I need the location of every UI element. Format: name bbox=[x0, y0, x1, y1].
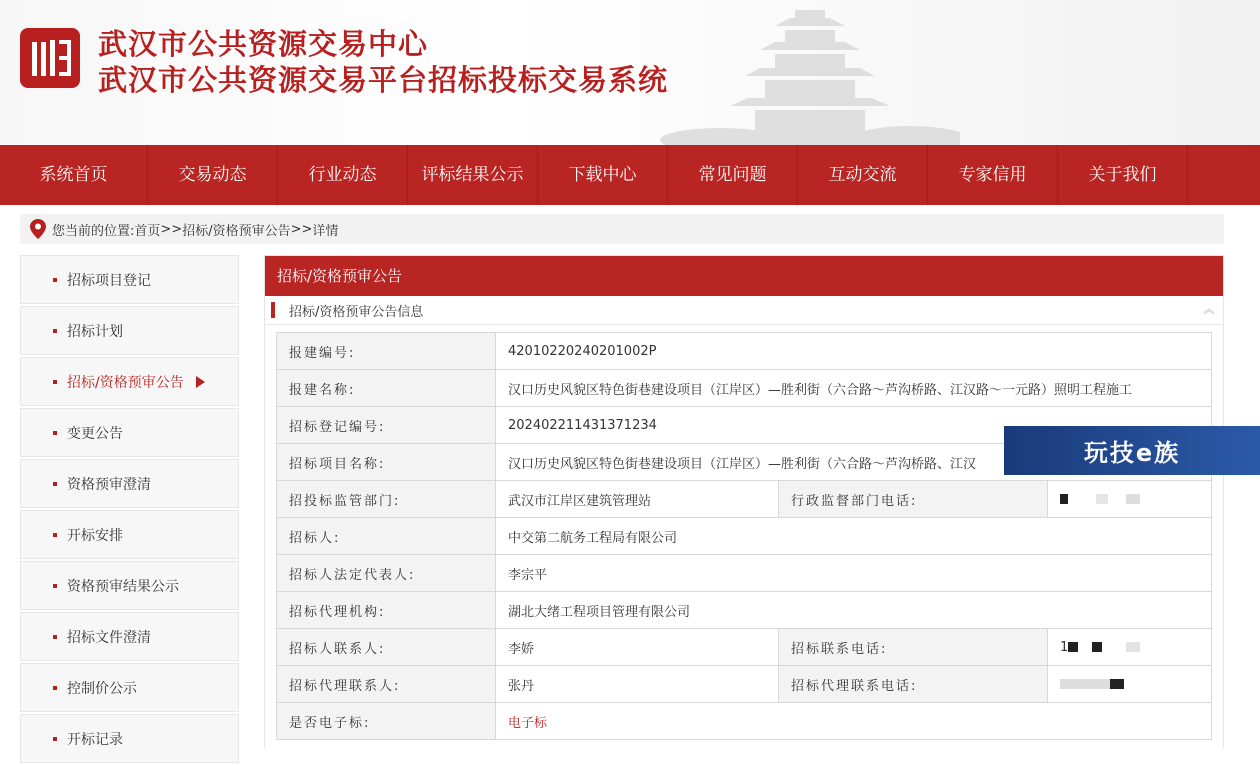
sidebar-item-label: 开标记录 bbox=[67, 731, 123, 748]
agent-contact-value: 张丹 bbox=[496, 666, 779, 703]
sidebar-item-prequal-results[interactable] bbox=[20, 561, 239, 610]
agent-phone-value bbox=[1048, 666, 1212, 703]
breadcrumb-section[interactable]: 招标/资格预审公告 bbox=[182, 223, 291, 239]
phone-prefix: 1 bbox=[1060, 639, 1069, 655]
build-name-value: 汉口历史风貌区特色街巷建设项目（江岸区）—胜利街（六合路～芦沟桥路、江汉路～一元路）照明工程施工 bbox=[496, 370, 1212, 407]
tenderer-label: 招标人: bbox=[277, 518, 496, 555]
bullet-icon bbox=[53, 329, 57, 333]
reg-no-label: 招标登记编号: bbox=[277, 407, 496, 444]
redacted-phone bbox=[1060, 494, 1140, 504]
tenderer-value: 中交第二航务工程局有限公司 bbox=[496, 518, 1212, 555]
agency-label: 招标代理机构: bbox=[277, 592, 496, 629]
double-chevron-up-icon[interactable]: ︽ bbox=[1202, 302, 1215, 316]
contact-phone-value bbox=[1048, 629, 1212, 666]
sidebar-item-opening-record[interactable] bbox=[20, 714, 239, 763]
sidebar-item-doc-clarification[interactable] bbox=[20, 612, 239, 661]
table-row bbox=[277, 555, 1212, 592]
bullet-icon bbox=[53, 278, 57, 282]
table-row bbox=[277, 629, 1212, 666]
section-marker-icon bbox=[271, 302, 275, 318]
sidebar-item-label: 开标安排 bbox=[67, 527, 123, 544]
bullet-icon bbox=[53, 431, 57, 435]
nav-interaction[interactable]: 互动交流 bbox=[798, 145, 928, 205]
agent-phone-label: 招标代理联系电话: bbox=[779, 666, 1048, 703]
sidebar-item-label: 资格预审澄清 bbox=[67, 476, 151, 493]
redacted-phone bbox=[1068, 642, 1140, 652]
sidebar-item-project-registration[interactable] bbox=[20, 255, 239, 304]
reg-no-value: 202402211431371234 bbox=[496, 407, 1212, 444]
electronic-value: 电子标 bbox=[496, 703, 1212, 740]
breadcrumb-current: 详情 bbox=[312, 223, 339, 239]
triangle-right-icon bbox=[196, 376, 205, 388]
agency-value: 湖北大绪工程项目管理有限公司 bbox=[496, 592, 1212, 629]
electronic-label: 是否电子标: bbox=[277, 703, 496, 740]
bullet-icon bbox=[53, 737, 57, 741]
bullet-icon bbox=[53, 482, 57, 486]
site-subtitle: 武汉市公共资源交易平台招标投标交易系统 bbox=[98, 63, 669, 97]
section-title: 招标/资格预审公告信息 bbox=[289, 304, 424, 320]
sidebar-item-label: 变更公告 bbox=[67, 425, 123, 442]
nav-bid-results[interactable]: 评标结果公示 bbox=[408, 145, 538, 205]
main-panel bbox=[264, 255, 1224, 748]
sidebar-item-control-price[interactable] bbox=[20, 663, 239, 712]
legal-rep-label: 招标人法定代表人: bbox=[277, 555, 496, 592]
nav-expert-credit[interactable]: 专家信用 bbox=[928, 145, 1058, 205]
nav-about[interactable]: 关于我们 bbox=[1058, 145, 1188, 205]
sidebar bbox=[20, 255, 239, 765]
redacted-phone bbox=[1060, 679, 1124, 689]
yellow-crane-tower-illustration bbox=[660, 0, 960, 145]
breadcrumb bbox=[20, 214, 1224, 244]
sidebar-item-tender-notice[interactable] bbox=[20, 357, 239, 406]
table-row bbox=[277, 481, 1212, 518]
bullet-icon bbox=[53, 686, 57, 690]
legal-rep-value: 李宗平 bbox=[496, 555, 1212, 592]
notice-info-table bbox=[276, 332, 1212, 740]
table-row bbox=[277, 370, 1212, 407]
location-pin-icon bbox=[30, 219, 46, 239]
sidebar-item-label: 招标计划 bbox=[67, 323, 123, 340]
sidebar-item-label: 招标/资格预审公告 bbox=[67, 374, 184, 391]
contact-label: 招标人联系人: bbox=[277, 629, 496, 666]
project-name-label: 招标项目名称: bbox=[277, 444, 496, 481]
sidebar-item-label: 资格预审结果公示 bbox=[67, 578, 179, 595]
breadcrumb-home[interactable]: 首页 bbox=[134, 223, 161, 239]
site-logo[interactable] bbox=[20, 28, 80, 88]
table-row bbox=[277, 592, 1212, 629]
contact-value: 李娇 bbox=[496, 629, 779, 666]
sidebar-item-label: 控制价公示 bbox=[67, 680, 137, 697]
build-no-label: 报建编号: bbox=[277, 333, 496, 370]
bullet-icon bbox=[53, 635, 57, 639]
build-no-value: 42010220240201002P bbox=[496, 333, 1212, 370]
supervisor-phone-value bbox=[1048, 481, 1212, 518]
breadcrumb-separator: >> bbox=[290, 221, 313, 237]
sidebar-item-prequal-clarification[interactable] bbox=[20, 459, 239, 508]
nav-home[interactable]: 系统首页 bbox=[0, 145, 148, 205]
nav-industry-news[interactable]: 行业动态 bbox=[278, 145, 408, 205]
supervisor-value: 武汉市江岸区建筑管理站 bbox=[496, 481, 779, 518]
site-title: 武汉市公共资源交易中心 bbox=[98, 27, 429, 61]
bullet-icon bbox=[53, 584, 57, 588]
panel-title: 招标/资格预审公告 bbox=[265, 256, 1223, 296]
build-name-label: 报建名称: bbox=[277, 370, 496, 407]
supervisor-label: 招投标监管部门: bbox=[277, 481, 496, 518]
main-nav bbox=[0, 145, 1260, 205]
site-header bbox=[0, 0, 1260, 145]
table-row bbox=[277, 518, 1212, 555]
table-row bbox=[277, 666, 1212, 703]
nav-downloads[interactable]: 下载中心 bbox=[538, 145, 668, 205]
project-name-value: 汉口历史风貌区特色街巷建设项目（江岸区）—胜利街（六合路～芦沟桥路、江汉 bbox=[496, 444, 1212, 481]
breadcrumb-separator: >> bbox=[160, 221, 183, 237]
agent-contact-label: 招标代理联系人: bbox=[277, 666, 496, 703]
section-header bbox=[265, 296, 1223, 325]
nav-faq[interactable]: 常见问题 bbox=[668, 145, 798, 205]
bullet-icon bbox=[53, 533, 57, 537]
sidebar-item-change-notice[interactable] bbox=[20, 408, 239, 457]
watermark-logo: 玩技e族 bbox=[1004, 426, 1260, 475]
sidebar-item-tender-plan[interactable] bbox=[20, 306, 239, 355]
nav-trade-news[interactable]: 交易动态 bbox=[148, 145, 278, 205]
supervisor-phone-label: 行政监督部门电话: bbox=[779, 481, 1048, 518]
table-row bbox=[277, 703, 1212, 740]
sidebar-item-label: 招标文件澄清 bbox=[67, 629, 151, 646]
sidebar-item-bid-opening[interactable] bbox=[20, 510, 239, 559]
table-row bbox=[277, 333, 1212, 370]
bullet-icon bbox=[53, 380, 57, 384]
contact-phone-label: 招标联系电话: bbox=[779, 629, 1048, 666]
breadcrumb-prefix: 您当前的位置: bbox=[52, 223, 135, 239]
sidebar-item-label: 招标项目登记 bbox=[67, 272, 151, 289]
